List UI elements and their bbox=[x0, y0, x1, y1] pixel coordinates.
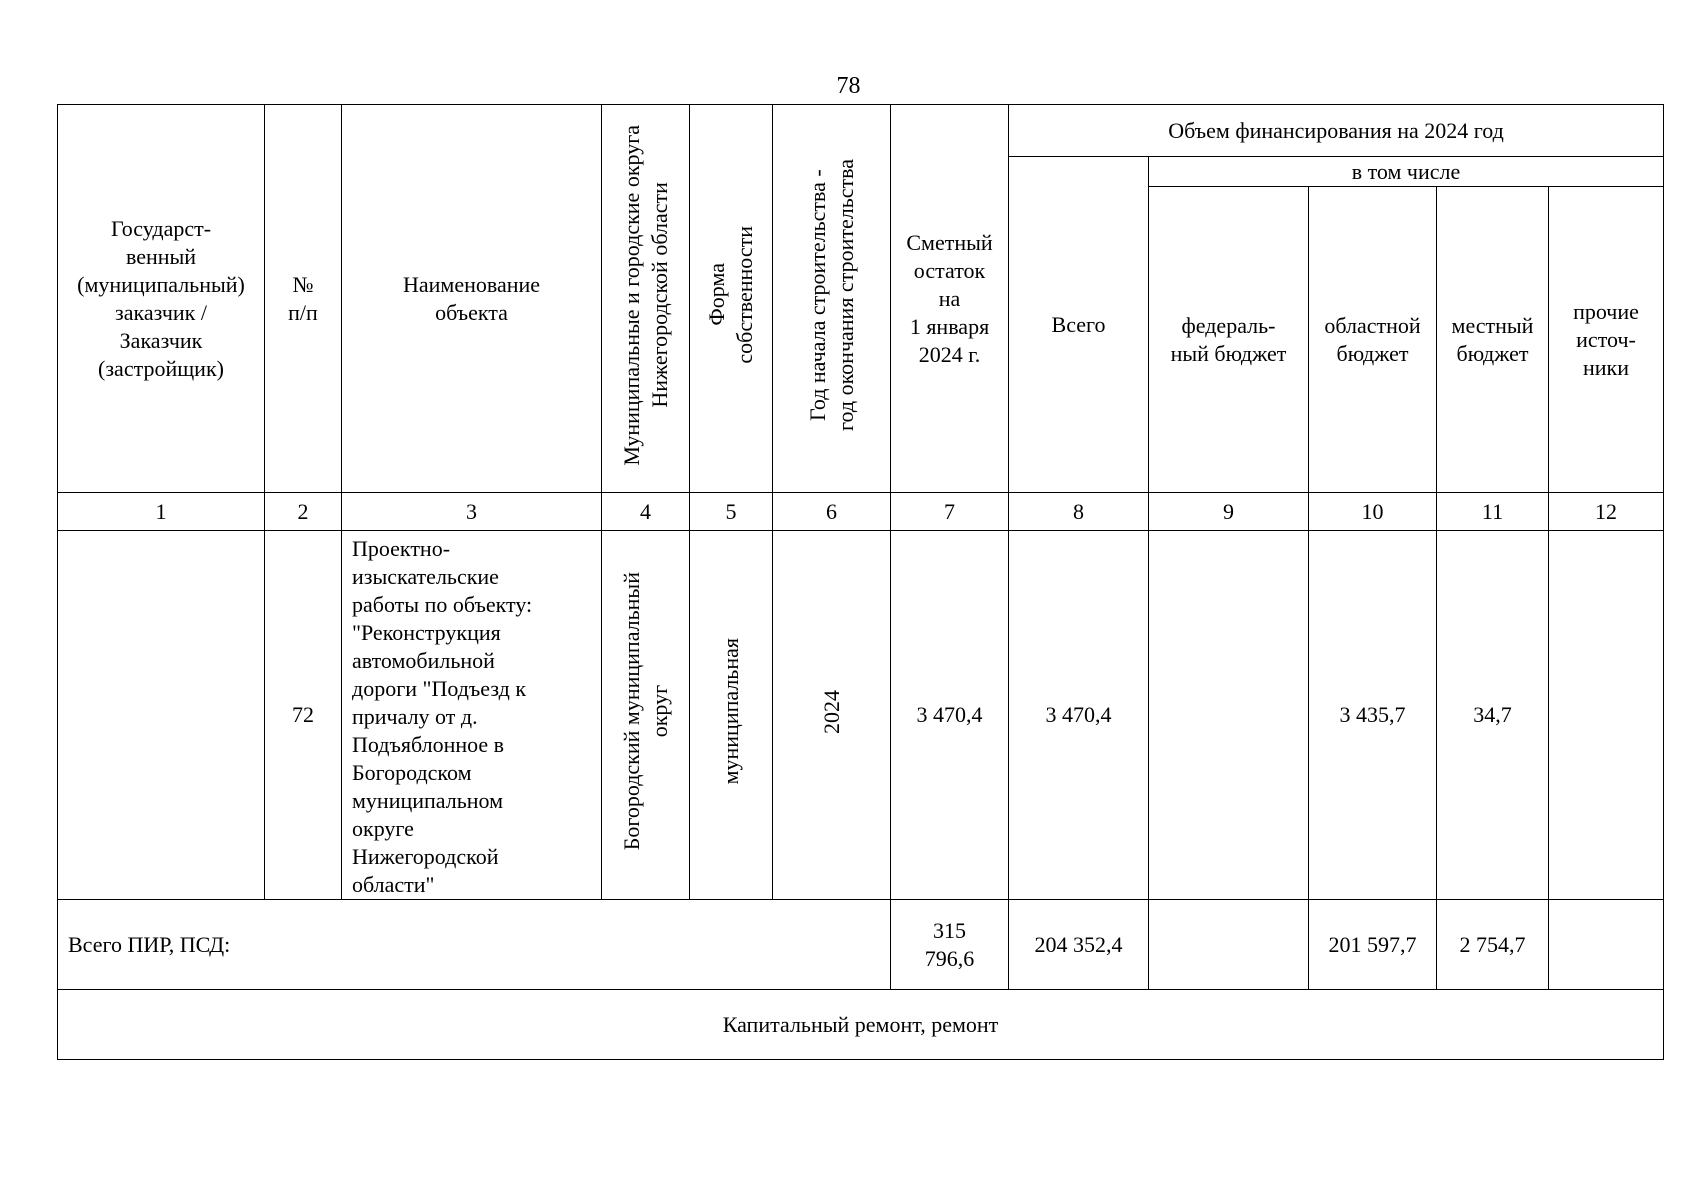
summary-other bbox=[1549, 900, 1664, 990]
row-regional: 3 435,7 bbox=[1309, 531, 1437, 900]
column-number: 8 bbox=[1009, 493, 1149, 531]
summary-total: 204 352,4 bbox=[1009, 900, 1149, 990]
column-number: 11 bbox=[1437, 493, 1549, 531]
row-ownership: муниципальная bbox=[690, 531, 773, 900]
summary-local: 2 754,7 bbox=[1437, 900, 1549, 990]
page-number: 78 bbox=[836, 73, 861, 99]
summary-regional: 201 597,7 bbox=[1309, 900, 1437, 990]
column-number: 9 bbox=[1149, 493, 1309, 531]
column-number: 1 bbox=[58, 493, 265, 531]
column-number: 12 bbox=[1549, 493, 1664, 531]
section-title: Капитальный ремонт, ремонт bbox=[58, 990, 1664, 1060]
row-total: 3 470,4 bbox=[1009, 531, 1149, 900]
header-estimate-balance: Сметный остаток на 1 января 2024 г. bbox=[891, 105, 1009, 493]
row-estimate-balance: 3 470,4 bbox=[891, 531, 1009, 900]
header-number: № п/п bbox=[265, 105, 342, 493]
header-total: Всего bbox=[1009, 157, 1149, 493]
summary-federal bbox=[1149, 900, 1309, 990]
column-number: 5 bbox=[690, 493, 773, 531]
summary-row bbox=[58, 900, 1664, 990]
row-object-name: Проектно- изыскательские работы по объекту: "Реконструкция автомобильной дороги "Подъезд к причалу от д. Подъяблонное в Богородском муниципальном округе Нижегородской области" bbox=[342, 531, 602, 900]
header-financing: Объем финансирования на 2024 год bbox=[1009, 105, 1664, 157]
row-other bbox=[1549, 531, 1664, 900]
column-number: 3 bbox=[342, 493, 602, 531]
header-customer: Государст- венный (муниципальный) заказчик / Заказчик (застройщик) bbox=[58, 105, 265, 493]
header-local: местный бюджет bbox=[1437, 187, 1549, 493]
row-local: 34,7 bbox=[1437, 531, 1549, 900]
row-customer bbox=[58, 531, 265, 900]
column-number: 6 bbox=[773, 493, 891, 531]
header-including: в том числе bbox=[1149, 157, 1664, 187]
row-number: 72 bbox=[265, 531, 342, 900]
table-row bbox=[58, 531, 1664, 900]
column-number: 4 bbox=[602, 493, 690, 531]
column-number: 10 bbox=[1309, 493, 1437, 531]
row-federal bbox=[1149, 531, 1309, 900]
row-years: 2024 bbox=[773, 531, 891, 900]
header-districts: Муниципальные и городские округа Нижегородской области bbox=[602, 105, 690, 493]
header-construction-years: Год начала строительства - год окончания строительства bbox=[773, 105, 891, 493]
summary-label: Всего ПИР, ПСД: bbox=[58, 900, 891, 990]
header-federal: федераль- ный бюджет bbox=[1149, 187, 1309, 493]
row-district: Богородский муниципальный округ bbox=[602, 531, 690, 900]
header-ownership: Форма собственности bbox=[690, 105, 773, 493]
header-object-name: Наименование объекта bbox=[342, 105, 602, 493]
column-number: 2 bbox=[265, 493, 342, 531]
column-number: 7 bbox=[891, 493, 1009, 531]
financing-table bbox=[57, 104, 1664, 1060]
header-other: прочие источ- ники bbox=[1549, 187, 1664, 493]
header-regional: областной бюджет bbox=[1309, 187, 1437, 493]
section-row bbox=[58, 990, 1664, 1060]
summary-estimate-balance: 315 796,6 bbox=[891, 900, 1009, 990]
column-numbers-row bbox=[58, 493, 1664, 531]
